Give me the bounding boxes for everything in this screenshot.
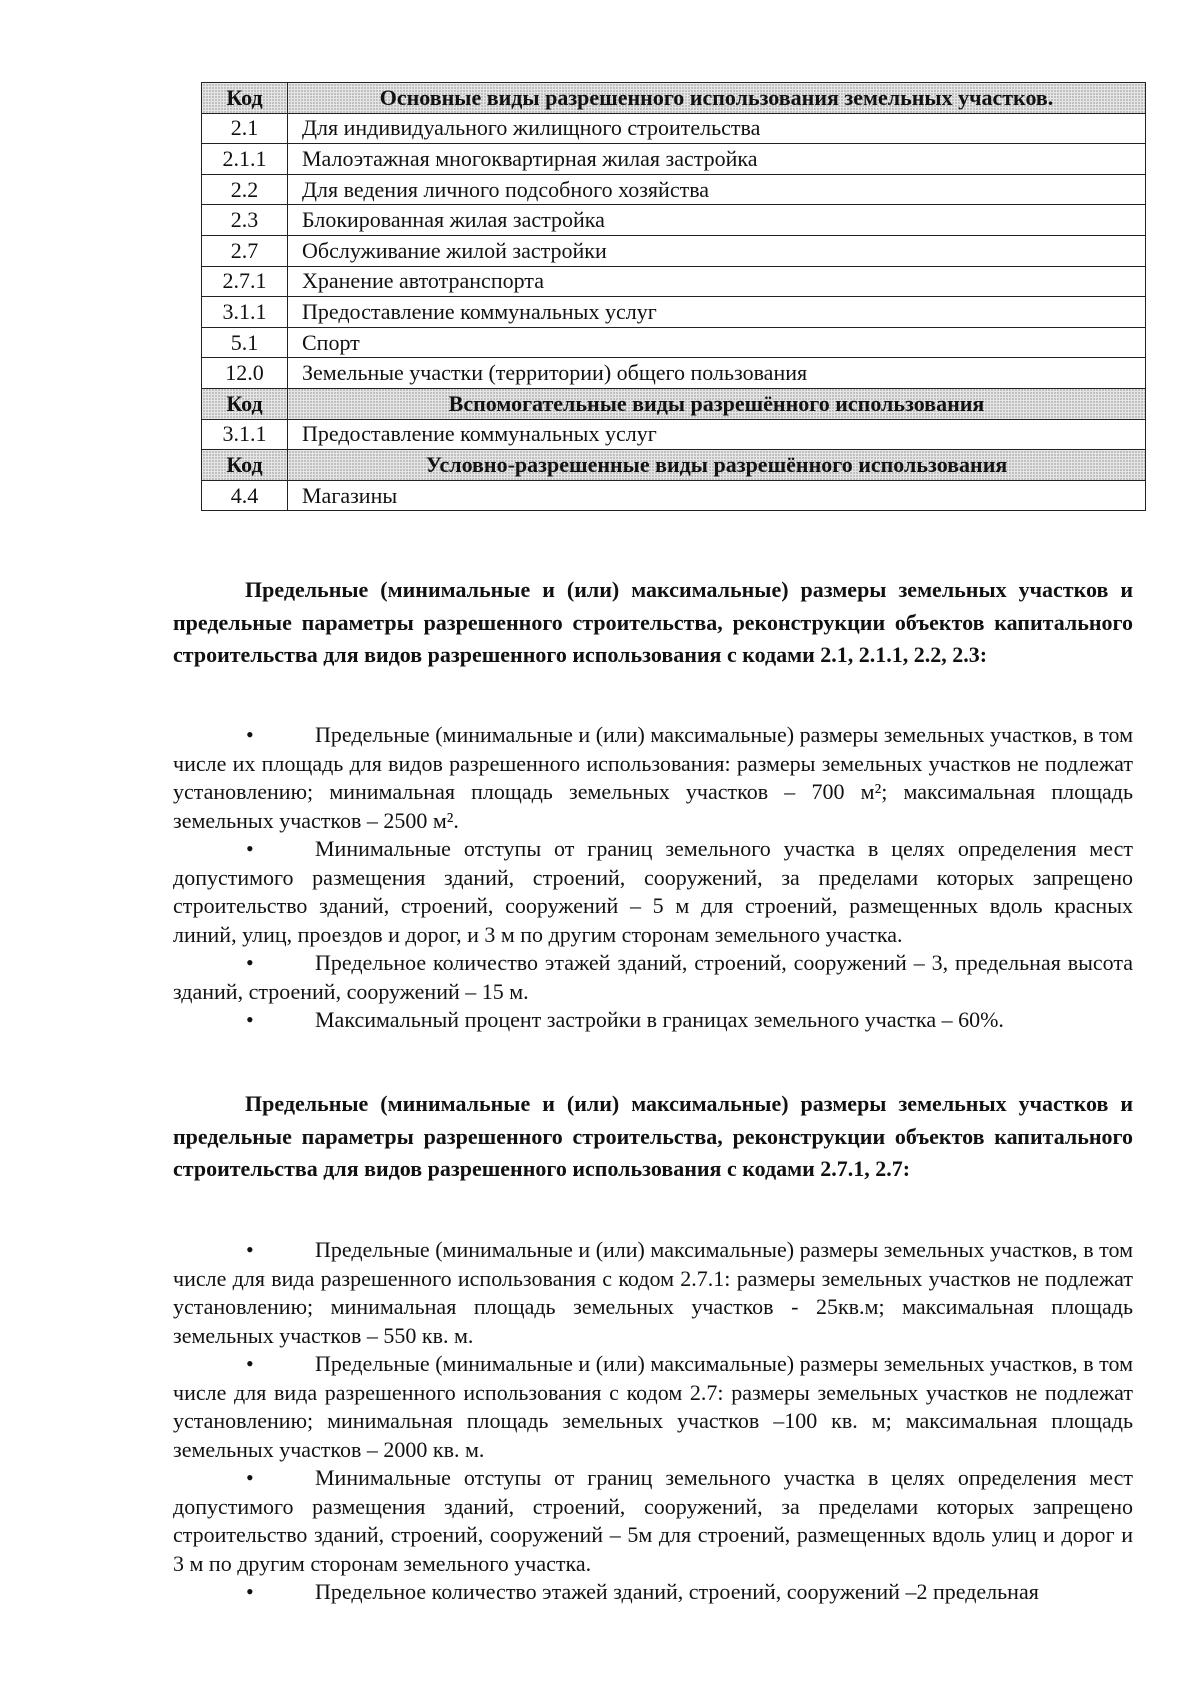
code-cell: 12.0 (202, 358, 288, 389)
code-cell: 2.1.1 (202, 144, 288, 175)
list-item (173, 1578, 1133, 1607)
list-item (173, 1464, 1133, 1578)
table-row (202, 235, 1146, 266)
table-row (202, 297, 1146, 328)
code-cell: 5.1 (202, 327, 288, 358)
code-cell: 2.2 (202, 174, 288, 205)
code-cell: Код (202, 83, 288, 114)
section-1-bullet-list (173, 721, 1133, 1035)
list-item (173, 835, 1133, 949)
code-cell: Код (202, 388, 288, 419)
list-item-text: Предельные (минимальные и (или) максимальные) размеры земельных участков, в том числе их площадь для видов разрешенного использования: размеры земельных участков не подлежат установлению; минимальная площадь земельных участков – 700 м²; максимальная площадь земельных участков – 2500 м². (173, 722, 1133, 833)
list-item-text: Минимальные отступы от границ земельного участка в целях определения мест допустимого размещения зданий, строений, сооружений, за пределами которых запрещено строительство зданий, строений, сооружений – 5м для строений, размещенных вдоль улиц и дорог и 3 м по другим сторонам земельного участка. (173, 1465, 1133, 1576)
bullet-icon: • (246, 1351, 254, 1376)
description-cell: Условно-разрешенные виды разрешённого использования (288, 450, 1146, 481)
land-use-table-body (202, 83, 1146, 511)
list-item-text: Минимальные отступы от границ земельного участка в целях определения мест допустимого размещения зданий, строений, сооружений, за пределами которых запрещено строительство зданий, строений, сооружений – 5 м для строений, размещенных вдоль красных линий, улиц, проездов и дорог, и 3 м по другим сторонам земельного участка. (173, 836, 1133, 947)
description-cell: Предоставление коммунальных услуг (288, 297, 1146, 328)
table-header-row (202, 450, 1146, 481)
bullet-icon: • (246, 1237, 254, 1262)
bullet-icon: • (246, 1465, 254, 1490)
table-row (202, 174, 1146, 205)
list-item (173, 949, 1133, 1006)
bullet-icon: • (246, 722, 254, 747)
description-cell: Магазины (288, 480, 1146, 511)
section-heading-codes-2-1: Предельные (минимальные и (или) максимальные) размеры земельных участков и предельные параметры разрешенного строительства, реконструкции объектов капитального строительства для видов разрешенного использования с кодами 2.1, 2.1.1, 2.2, 2.3: (173, 577, 1133, 667)
table-row (202, 419, 1146, 450)
description-cell: Предоставление коммунальных услуг (288, 419, 1146, 450)
description-cell: Вспомогательные виды разрешённого использования (288, 388, 1146, 419)
land-use-table (201, 82, 1146, 511)
code-cell: 4.4 (202, 480, 288, 511)
list-item-text: Предельные (минимальные и (или) максимальные) размеры земельных участков, в том числе для вида разрешенного использования с кодом 2.7: размеры земельных участков не подлежат установлению; минимальная площадь земельных участков –100 кв. м; максимальная площадь земельных участков – 2000 кв. м. (173, 1351, 1133, 1462)
table-row (202, 113, 1146, 144)
list-item-text: Предельные (минимальные и (или) максимальные) размеры земельных участков, в том числе для вида разрешенного использования с кодом 2.7.1: размеры земельных участков не подлежат установлению; минимальная площадь земельных участков - 25кв.м; максимальная площадь земельных участков – 550 кв. м. (173, 1237, 1133, 1348)
table-row (202, 327, 1146, 358)
list-item (173, 1350, 1133, 1464)
list-item (173, 1236, 1133, 1350)
table-row (202, 358, 1146, 389)
list-item-text: Предельное количество этажей зданий, строений, сооружений –2 предельная (315, 1579, 1039, 1604)
table-row (202, 144, 1146, 175)
bullet-icon: • (246, 950, 254, 975)
description-cell: Основные виды разрешенного использования земельных участков. (288, 83, 1146, 114)
description-cell: Для индивидуального жилищного строительства (288, 113, 1146, 144)
list-item (173, 1006, 1133, 1035)
list-item-text: Максимальный процент застройки в границах земельного участка – 60%. (315, 1007, 1004, 1032)
description-cell: Хранение автотранспорта (288, 266, 1146, 297)
description-cell: Малоэтажная многоквартирная жилая застройка (288, 144, 1146, 175)
code-cell: 3.1.1 (202, 297, 288, 328)
description-cell: Блокированная жилая застройка (288, 205, 1146, 236)
description-cell: Спорт (288, 327, 1146, 358)
table-row (202, 266, 1146, 297)
code-cell: 2.1 (202, 113, 288, 144)
table-header-row (202, 388, 1146, 419)
table-row (202, 205, 1146, 236)
bullet-icon: • (246, 1579, 254, 1604)
list-item (173, 721, 1133, 835)
table-row (202, 480, 1146, 511)
description-cell: Для ведения личного подсобного хозяйства (288, 174, 1146, 205)
table-header-row (202, 83, 1146, 114)
code-cell: 2.7.1 (202, 266, 288, 297)
code-cell: Код (202, 450, 288, 481)
description-cell: Земельные участки (территории) общего пользования (288, 358, 1146, 389)
bullet-icon: • (246, 1007, 254, 1032)
description-cell: Обслуживание жилой застройки (288, 235, 1146, 266)
code-cell: 3.1.1 (202, 419, 288, 450)
section-2-bullet-list (173, 1236, 1133, 1607)
section-heading-codes-2-7: Предельные (минимальные и (или) максимальные) размеры земельных участков и предельные параметры разрешенного строительства, реконструкции объектов капитального строительства для видов разрешенного использования с кодами 2.7.1, 2.7: (173, 1091, 1133, 1181)
code-cell: 2.3 (202, 205, 288, 236)
code-cell: 2.7 (202, 235, 288, 266)
bullet-icon: • (246, 836, 254, 861)
list-item-text: Предельное количество этажей зданий, строений, сооружений – 3, предельная высота зданий, строений, сооружений – 15 м. (173, 950, 1133, 1004)
